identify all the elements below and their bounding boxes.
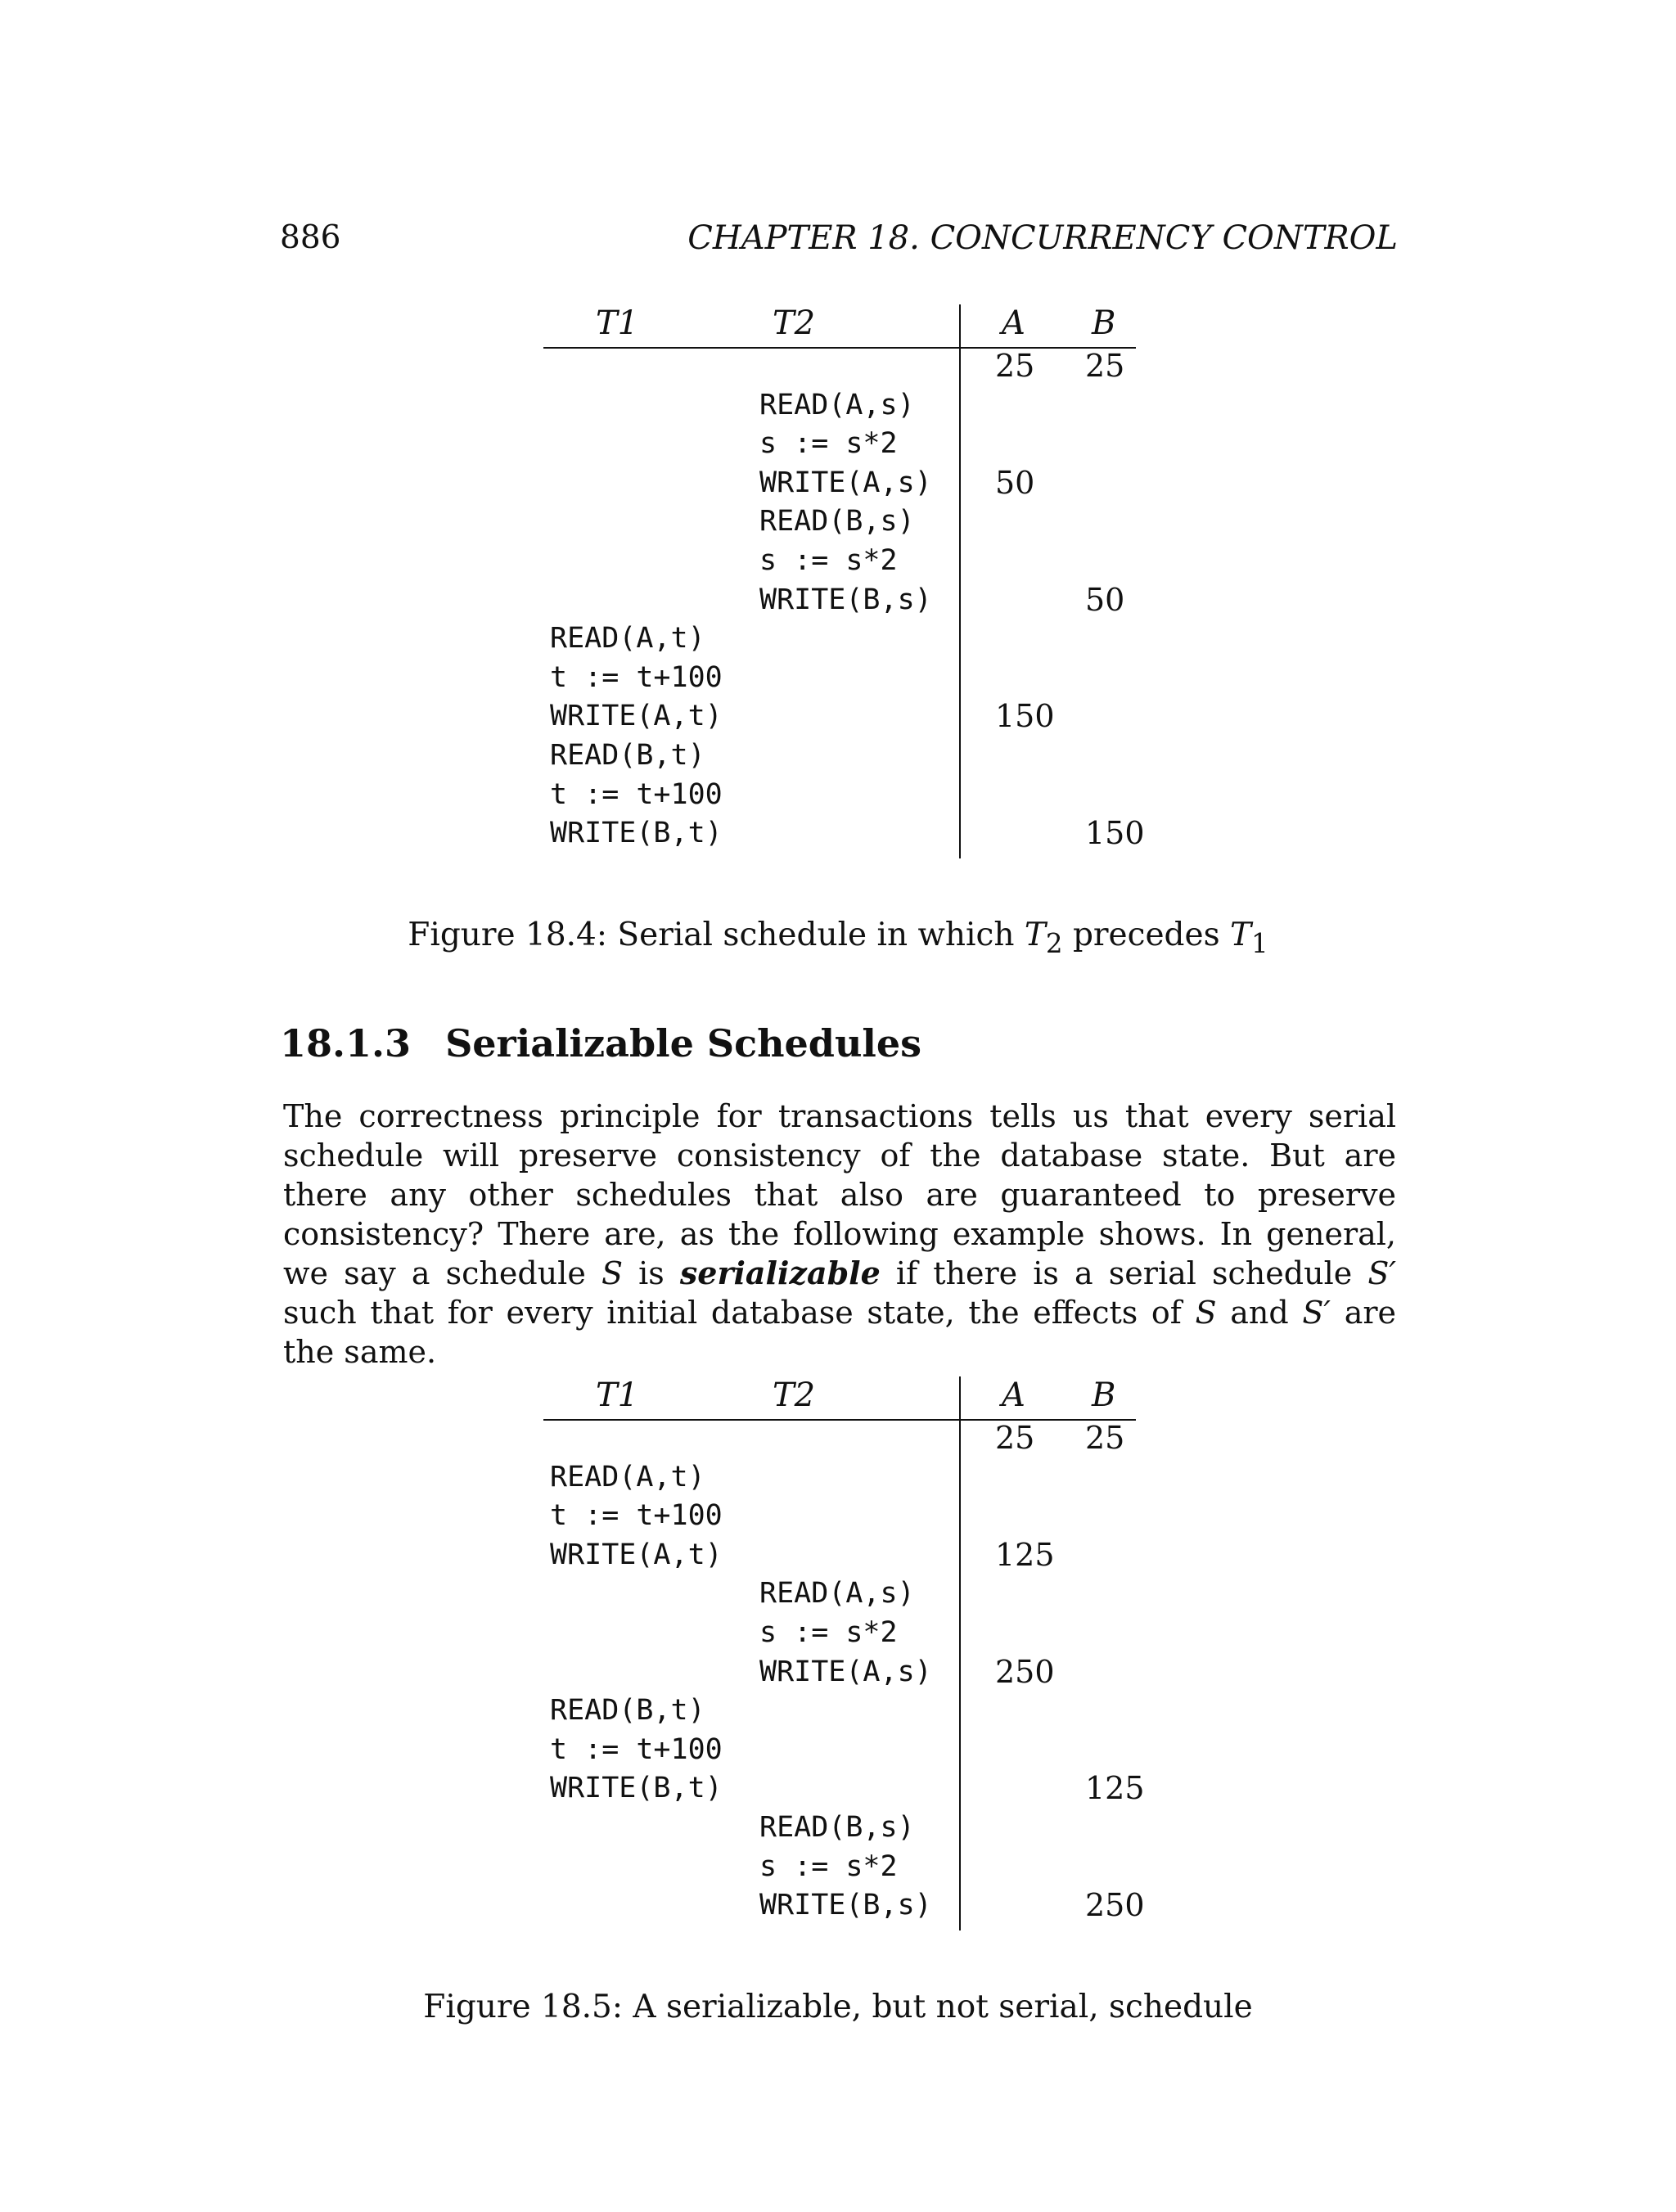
value-b: 50: [1085, 581, 1125, 618]
t2-step: READ(B,s): [759, 1810, 915, 1844]
t1-step: READ(B,t): [550, 738, 705, 772]
col-header-b: B: [1092, 304, 1116, 342]
table-row: [543, 1653, 1136, 1692]
value-b: 150: [1085, 815, 1145, 852]
table-row: [543, 619, 1136, 659]
value-b: 250: [1085, 1887, 1145, 1924]
table-row: [543, 1536, 1136, 1575]
value-a: 125: [995, 1536, 1055, 1573]
running-head: CHAPTER 18. CONCURRENCY CONTROL: [687, 219, 1398, 257]
initial-values-row: [543, 347, 1136, 386]
table-row: [543, 1848, 1136, 1887]
figure-caption-18-4: Figure 18.4: Serial schedule in which $T_2$ precedes $T_1$: [408, 917, 1268, 959]
t2-step: WRITE(B,s): [759, 583, 932, 616]
table-row: [543, 659, 1136, 698]
initial-a: 25: [995, 1420, 1035, 1456]
page-header: [280, 219, 1398, 259]
schedule-table-figure-18-4: [543, 304, 1145, 854]
table-row: [543, 1497, 1136, 1536]
col-header-t2: T2: [773, 1376, 816, 1414]
t1-step: t := t+100: [550, 1499, 723, 1533]
table-row: [543, 737, 1136, 776]
t1-step: READ(B,t): [550, 1694, 705, 1728]
t1-step: t := t+100: [550, 660, 723, 694]
table-row: [543, 776, 1136, 815]
table-row: [543, 581, 1136, 620]
table-row: [543, 1809, 1136, 1848]
t1-step: WRITE(A,t): [550, 1538, 723, 1571]
value-a: 150: [995, 698, 1055, 735]
value-b: 125: [1085, 1770, 1145, 1807]
col-header-a: A: [1002, 304, 1025, 342]
table-row: [543, 1731, 1136, 1770]
col-header-t2: T2: [773, 304, 816, 342]
value-a: 50: [995, 464, 1035, 501]
table-row: [543, 542, 1136, 581]
t2-step: WRITE(A,s): [759, 466, 932, 499]
col-header-t1: T1: [596, 1376, 639, 1414]
table-row: [543, 1575, 1136, 1614]
t1-step: t := t+100: [550, 777, 723, 811]
table-row: [543, 1886, 1145, 1926]
section-heading: [280, 1021, 921, 1065]
table-header: [543, 1376, 1136, 1419]
t2-step: WRITE(B,s): [759, 1889, 932, 1922]
col-header-t1: T1: [596, 304, 639, 342]
col-header-a: A: [1002, 1376, 1025, 1414]
table-row: [543, 1614, 1136, 1653]
table-row: [543, 1692, 1136, 1731]
value-a: 250: [995, 1653, 1055, 1690]
t2-step: WRITE(A,s): [759, 1655, 932, 1688]
table-row: [543, 386, 1136, 426]
t2-step: s := s*2: [759, 427, 898, 461]
col-header-b: B: [1092, 1376, 1116, 1414]
section-title: Serializable Schedules: [445, 1021, 922, 1065]
t2-step: READ(A,s): [759, 1577, 915, 1611]
t1-step: READ(A,t): [550, 1460, 705, 1493]
schedule-rows: [543, 1458, 1145, 1926]
schedule-table-figure-18-5: [543, 1376, 1145, 1926]
t1-step: WRITE(B,t): [550, 1772, 723, 1805]
table-row: [543, 1769, 1145, 1809]
initial-a: 25: [995, 348, 1035, 384]
figure-caption-18-5: Figure 18.5: A serializable, but not serial, schedule: [423, 1989, 1253, 2025]
page-number: 886: [280, 219, 341, 256]
t2-step: s := s*2: [759, 543, 898, 577]
initial-b: 25: [1085, 1420, 1125, 1456]
table-header: [543, 304, 1136, 347]
table-row: [543, 814, 1145, 854]
table-row: [543, 425, 1136, 464]
section-number: 18.1.3: [280, 1021, 412, 1065]
table-row: [543, 1458, 1136, 1498]
t2-step: s := s*2: [759, 1615, 898, 1649]
t1-step: t := t+100: [550, 1732, 723, 1766]
table-row: [543, 502, 1136, 542]
t1-step: WRITE(B,t): [550, 817, 723, 850]
t2-step: s := s*2: [759, 1849, 898, 1883]
table-row: [543, 464, 1136, 503]
table-row: [543, 697, 1136, 737]
initial-values-row: [543, 1419, 1136, 1458]
initial-b: 25: [1085, 348, 1125, 384]
t1-step: WRITE(A,t): [550, 700, 723, 733]
body-paragraph: The correctness principle for transactions tells us that every serial schedule will preserve consistency of the database state. But are there any other schedules that also are guaranteed to preserve consistency? There are, as the following example shows. In general, we say a schedule S is serializable if there is a serial schedule S′ such that for every initial database state, the effects of S and S′ are the same.: [283, 1098, 1396, 1370]
t2-step: READ(A,s): [759, 388, 915, 421]
t2-step: READ(B,s): [759, 505, 915, 538]
t1-step: READ(A,t): [550, 622, 705, 655]
schedule-rows: [543, 386, 1145, 854]
